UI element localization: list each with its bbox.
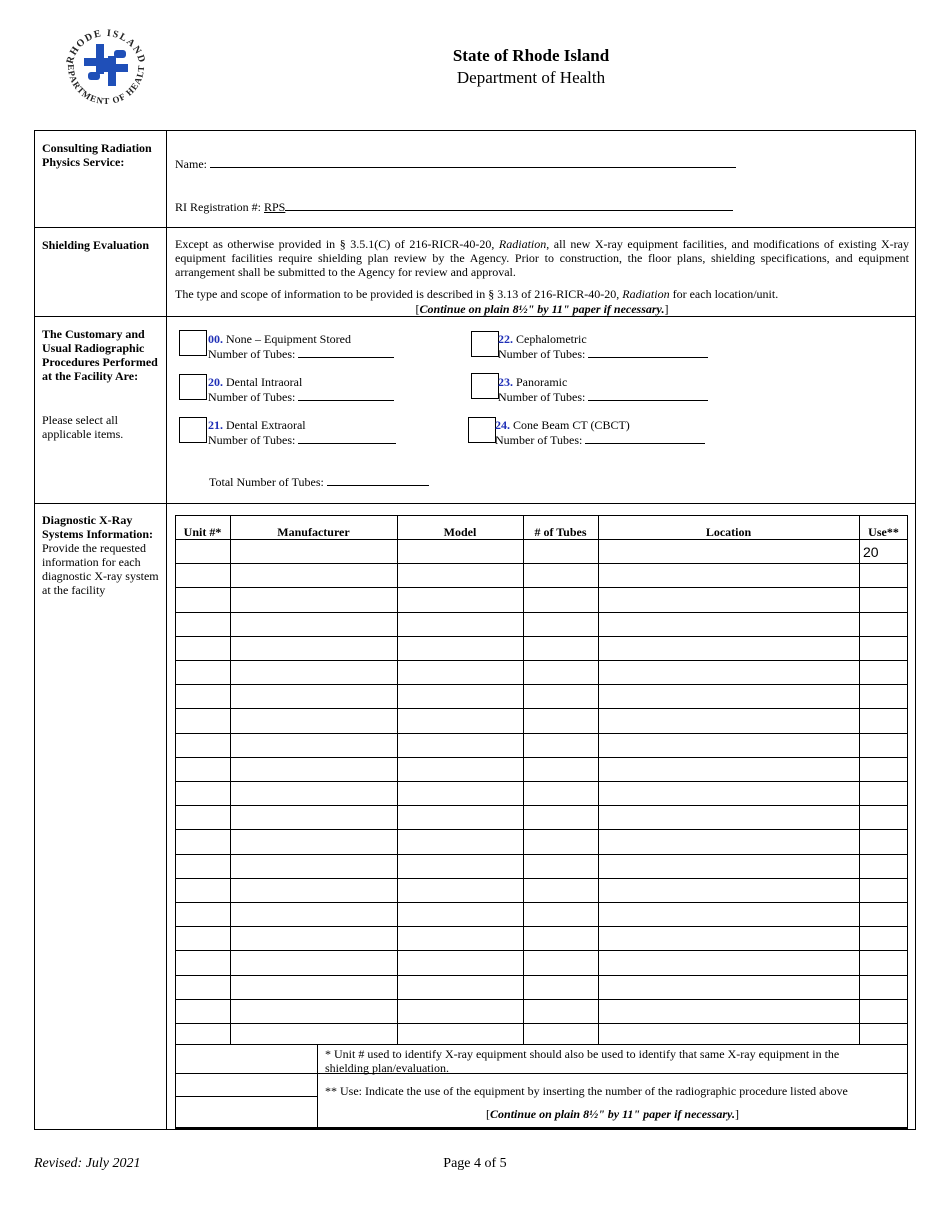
table-row-line bbox=[175, 975, 908, 976]
procedures-label: The Customary and Usual Radiographic Procedures Performed at the Facility Are: bbox=[42, 327, 158, 383]
page-subtitle: Department of Health bbox=[456, 68, 606, 87]
xray-systems-table bbox=[175, 515, 908, 1129]
total-tubes-label: Total Number of Tubes: bbox=[209, 475, 324, 489]
revision-date: Revised: July 2021 bbox=[34, 1156, 141, 1171]
department-logo bbox=[58, 22, 154, 112]
name-field[interactable] bbox=[210, 156, 736, 168]
total-tubes-field[interactable] bbox=[327, 474, 429, 486]
table-row-line bbox=[175, 757, 908, 758]
table-row-line bbox=[175, 829, 908, 830]
checkbox-cone-beam-ct[interactable] bbox=[468, 417, 496, 443]
use-footnote: ** Use: Indicate the use of the equipment by inserting the number of the radiographic procedure listed above bbox=[325, 1084, 848, 1098]
table-continue-note: [Continue on plain 8½" by 11" paper if necessary.] bbox=[486, 1107, 739, 1121]
table-row-line bbox=[175, 708, 908, 709]
registration-prefix: RPS bbox=[264, 200, 286, 214]
shielding-label: Shielding Evaluation bbox=[42, 238, 150, 252]
registration-field[interactable] bbox=[285, 199, 733, 211]
table-row-line bbox=[175, 1023, 908, 1024]
logo-text-top: RHODE ISLAND bbox=[64, 27, 148, 66]
tubes-input-cbct[interactable] bbox=[585, 432, 705, 444]
tubes-input-panoramic[interactable] bbox=[588, 389, 708, 401]
column-header-manufacturer: Manufacturer bbox=[277, 525, 350, 539]
option-dental-extraoral: 21. Dental Extraoral Number of Tubes: bbox=[208, 418, 396, 447]
option-cephalometric: 22. Cephalometric Number of Tubes: bbox=[498, 332, 708, 361]
table-row-line bbox=[175, 587, 908, 588]
unit-footnote: * Unit # used to identify X-ray equipment should also be used to identify that same X-ray equipment in the shielding plan/evaluation. bbox=[325, 1047, 840, 1075]
checkbox-none-equipment-stored[interactable] bbox=[179, 330, 207, 356]
tubes-input-extraoral[interactable] bbox=[298, 432, 396, 444]
logo-text-bottom: EPARTMENT OF HEALT bbox=[65, 63, 147, 107]
section-divider bbox=[34, 316, 916, 317]
table-row-line bbox=[175, 999, 908, 1000]
section-divider bbox=[34, 227, 916, 228]
column-header-use: Use** bbox=[868, 525, 899, 539]
registration-row bbox=[175, 199, 733, 214]
registration-label: RI Registration #: bbox=[175, 200, 261, 214]
total-tubes-row bbox=[209, 474, 429, 489]
label-column-divider bbox=[166, 130, 167, 1130]
column-header-tubes: # of Tubes bbox=[534, 525, 587, 539]
table-row-line bbox=[175, 733, 908, 734]
checkbox-panoramic[interactable] bbox=[471, 373, 499, 399]
procedures-instruction: Please select all applicable items. bbox=[42, 413, 124, 441]
table-row-line bbox=[175, 950, 908, 951]
checkbox-cephalometric[interactable] bbox=[471, 331, 499, 357]
option-none-equipment-stored: 00. None – Equipment Stored Number of Tubes: bbox=[208, 332, 394, 361]
section-divider bbox=[34, 503, 916, 504]
name-label: Name: bbox=[175, 157, 207, 171]
table-row-line bbox=[175, 563, 908, 564]
table-row-line bbox=[175, 926, 908, 927]
table-row-line bbox=[175, 781, 908, 782]
table-row-line bbox=[175, 902, 908, 903]
page-title: State of Rhode Island bbox=[452, 46, 610, 65]
table-row-line bbox=[175, 539, 908, 540]
consulting-label: Consulting Radiation Physics Service: bbox=[42, 141, 152, 169]
diagnostic-label: Diagnostic X-Ray Systems Information: Provide the requested information for each diagnostic X-ray system at the facility bbox=[42, 513, 159, 597]
column-header-model: Model bbox=[443, 525, 477, 539]
option-dental-intraoral: 20. Dental Intraoral Number of Tubes: bbox=[208, 375, 394, 404]
option-cone-beam-ct: 24. Cone Beam CT (CBCT) Number of Tubes: bbox=[495, 418, 705, 447]
option-panoramic: 23. Panoramic Number of Tubes: bbox=[498, 375, 708, 404]
table-row-line bbox=[175, 684, 908, 685]
table-row-line bbox=[175, 612, 908, 613]
checkbox-dental-intraoral[interactable] bbox=[179, 374, 207, 400]
table-row-line bbox=[175, 878, 908, 879]
table-row-line bbox=[175, 854, 908, 855]
table-row-line bbox=[175, 636, 908, 637]
shielding-continue-note: [Continue on plain 8½" by 11" paper if necessary.] bbox=[415, 302, 669, 316]
checkbox-dental-extraoral[interactable] bbox=[179, 417, 207, 443]
table-row-line bbox=[175, 805, 908, 806]
use-cell-value[interactable]: 20 bbox=[863, 544, 879, 560]
column-header-unit: Unit #* bbox=[183, 525, 222, 539]
column-header-location: Location bbox=[705, 525, 752, 539]
name-row bbox=[175, 156, 736, 171]
tubes-input-cephalometric[interactable] bbox=[588, 346, 708, 358]
shielding-paragraph-1: Except as otherwise provided in § 3.5.1(C) of 216-RICR-40-20, Radiation, all new X-ray equipment facilities, and modifications of existing X-ray equipment facilities require shielding plan review by the Agency. Prior to construction, the floor plans, shielding specifications, and equipment arrangement shall be submitted to the Agency for review and approval. bbox=[175, 237, 909, 279]
tubes-input-none[interactable] bbox=[298, 346, 394, 358]
shielding-paragraph-2: The type and scope of information to be provided is described in § 3.13 of 216-RICR-40-20, Radiation for each location/unit. bbox=[175, 287, 779, 301]
page-number: Page 4 of 5 bbox=[443, 1156, 507, 1171]
tubes-input-intraoral[interactable] bbox=[298, 389, 394, 401]
table-row-line bbox=[175, 660, 908, 661]
